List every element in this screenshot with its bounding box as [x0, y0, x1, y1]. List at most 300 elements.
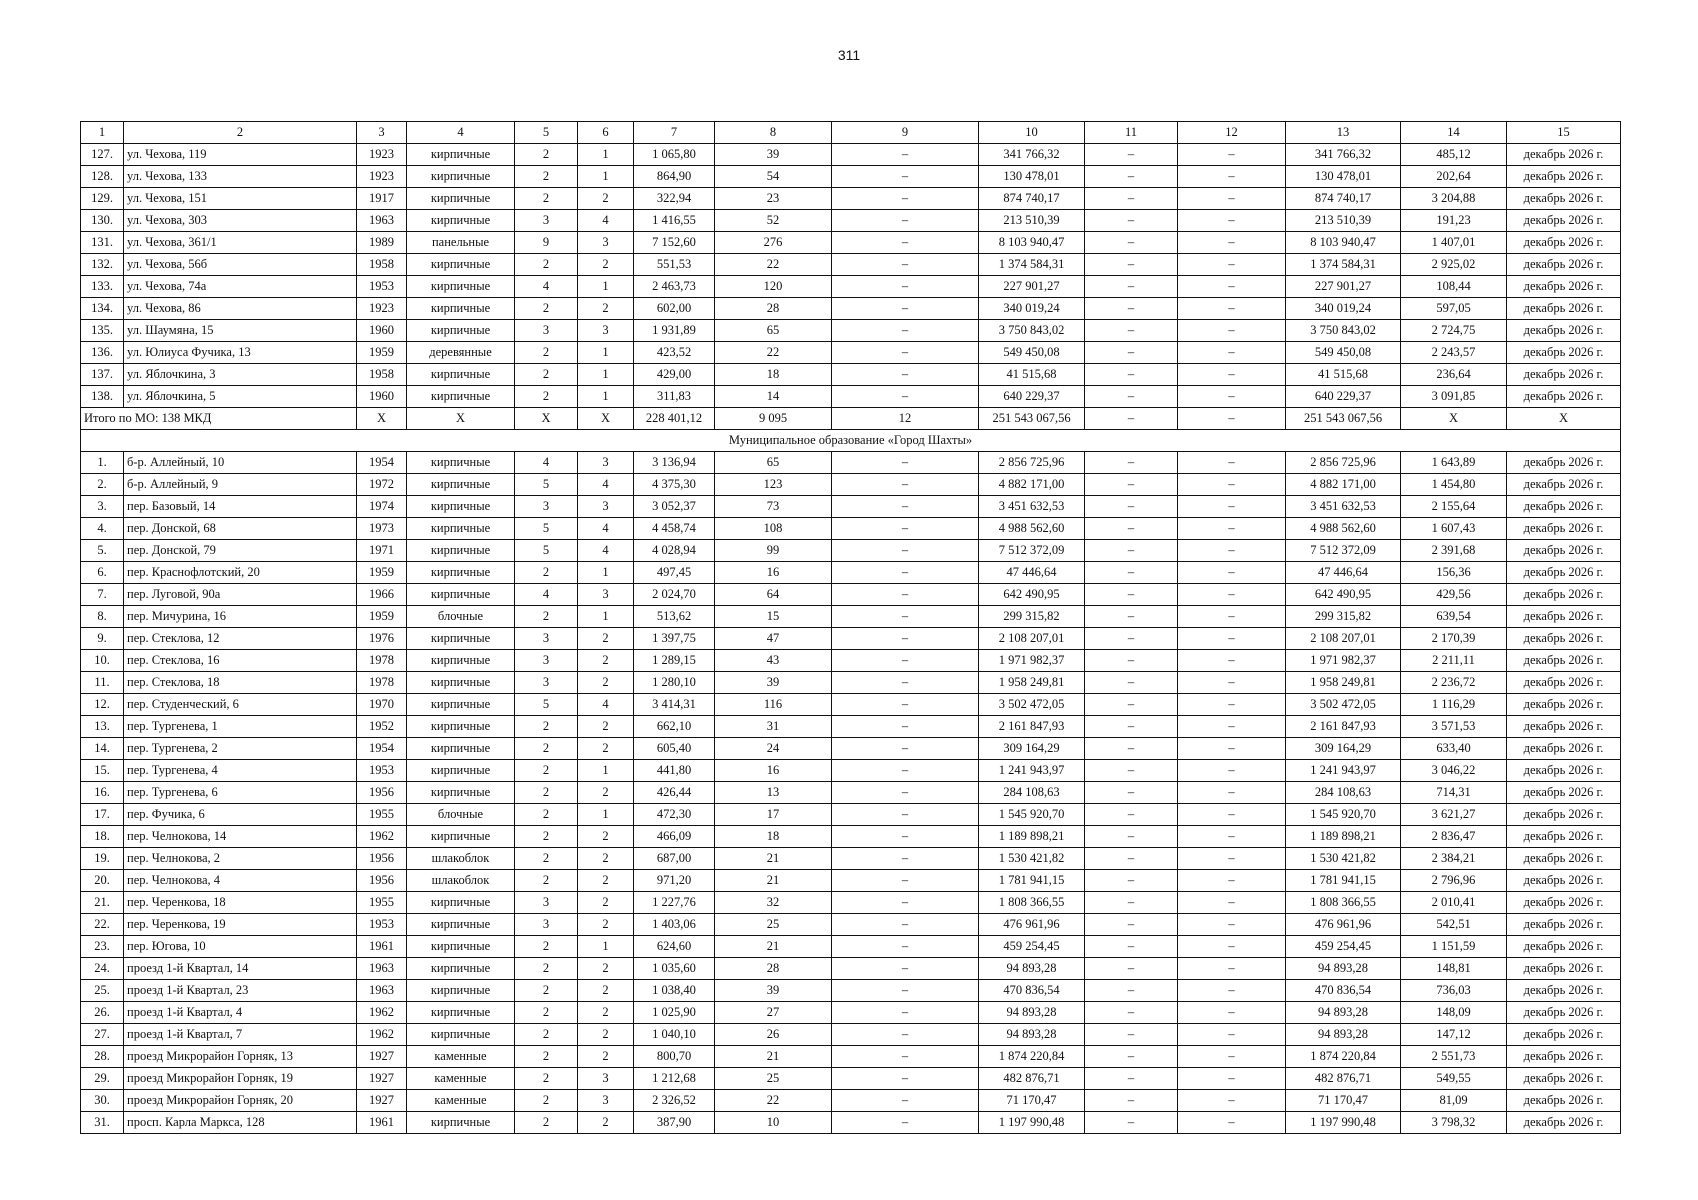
table-cell: 227 901,27	[1286, 276, 1401, 298]
address-cell: ул. Чехова, 133	[124, 166, 357, 188]
table-cell: –	[1085, 562, 1178, 584]
table-cell: 3	[578, 320, 634, 342]
row-number: 129.	[81, 188, 124, 210]
table-cell: –	[1178, 320, 1286, 342]
table-cell: 65	[715, 320, 832, 342]
table-cell: –	[1178, 144, 1286, 166]
column-number-header: 8	[715, 122, 832, 144]
table-cell: 47	[715, 628, 832, 650]
table-cell: 1 189 898,21	[979, 826, 1085, 848]
table-cell: 4 882 171,00	[1286, 474, 1401, 496]
table-cell: кирпичные	[407, 628, 515, 650]
table-cell: –	[1085, 1002, 1178, 1024]
table-cell: 2	[578, 1112, 634, 1134]
column-number-header: 12	[1178, 122, 1286, 144]
table-cell: декабрь 2026 г.	[1507, 1046, 1621, 1068]
table-cell: –	[832, 958, 979, 980]
table-cell: 148,81	[1401, 958, 1507, 980]
table-cell: 3 621,27	[1401, 804, 1507, 826]
table-cell: –	[1178, 342, 1286, 364]
row-number: 30.	[81, 1090, 124, 1112]
table-cell: кирпичные	[407, 144, 515, 166]
table-cell: декабрь 2026 г.	[1507, 936, 1621, 958]
table-cell: 2	[578, 254, 634, 276]
table-cell: 1	[578, 276, 634, 298]
table-cell: 1 227,76	[634, 892, 715, 914]
table-cell: 2 391,68	[1401, 540, 1507, 562]
table-cell: кирпичные	[407, 1112, 515, 1134]
table-cell: 71 170,47	[979, 1090, 1085, 1112]
table-cell: 1976	[357, 628, 407, 650]
table-cell: 2	[578, 188, 634, 210]
table-cell: декабрь 2026 г.	[1507, 650, 1621, 672]
table-cell: 2 551,73	[1401, 1046, 1507, 1068]
table-cell: 24	[715, 738, 832, 760]
table-cell: 116	[715, 694, 832, 716]
table-cell: 2 326,52	[634, 1090, 715, 1112]
table-cell: 2	[515, 1068, 578, 1090]
table-cell: панельные	[407, 232, 515, 254]
table-cell: 227 901,27	[979, 276, 1085, 298]
table-row	[81, 804, 1621, 826]
address-cell: пер. Тургенева, 2	[124, 738, 357, 760]
table-cell: 1978	[357, 650, 407, 672]
table-cell: 2 384,21	[1401, 848, 1507, 870]
table-cell: 8 103 940,47	[1286, 232, 1401, 254]
table-cell: кирпичные	[407, 914, 515, 936]
table-cell: 1962	[357, 826, 407, 848]
table-cell: 3	[578, 584, 634, 606]
row-number: 13.	[81, 716, 124, 738]
table-row	[81, 298, 1621, 320]
table-cell: 4 988 562,60	[1286, 518, 1401, 540]
table-cell: 3 451 632,53	[979, 496, 1085, 518]
table-row	[81, 540, 1621, 562]
table-cell: 4	[578, 474, 634, 496]
table-cell: декабрь 2026 г.	[1507, 540, 1621, 562]
table-cell: декабрь 2026 г.	[1507, 276, 1621, 298]
address-cell: ул. Чехова, 86	[124, 298, 357, 320]
table-cell: шлакоблок	[407, 870, 515, 892]
table-cell: 39	[715, 672, 832, 694]
table-cell: 800,70	[634, 1046, 715, 1068]
address-cell: ул. Юлиуса Фучика, 13	[124, 342, 357, 364]
table-cell: –	[1178, 892, 1286, 914]
table-cell: 1962	[357, 1002, 407, 1024]
table-cell: 2	[515, 342, 578, 364]
table-cell: 1 151,59	[1401, 936, 1507, 958]
table-cell: 497,45	[634, 562, 715, 584]
total-cell: 228 401,12	[634, 408, 715, 430]
table-cell: 2	[515, 848, 578, 870]
table-cell: кирпичные	[407, 1024, 515, 1046]
table-cell: 322,94	[634, 188, 715, 210]
row-number: 29.	[81, 1068, 124, 1090]
address-cell: ул. Яблочкина, 5	[124, 386, 357, 408]
row-number: 2.	[81, 474, 124, 496]
table-cell: 81,09	[1401, 1090, 1507, 1112]
table-cell: 1 116,29	[1401, 694, 1507, 716]
table-cell: 41 515,68	[979, 364, 1085, 386]
table-cell: 482 876,71	[1286, 1068, 1401, 1090]
table-cell: 4	[515, 452, 578, 474]
table-row	[81, 342, 1621, 364]
table-row	[81, 958, 1621, 980]
address-cell: проезд Микрорайон Горняк, 13	[124, 1046, 357, 1068]
table-cell: 1 189 898,21	[1286, 826, 1401, 848]
table-cell: 31	[715, 716, 832, 738]
table-row	[81, 584, 1621, 606]
table-cell: 3 798,32	[1401, 1112, 1507, 1134]
table-cell: 2	[515, 1002, 578, 1024]
table-cell: –	[832, 804, 979, 826]
table-cell: –	[1178, 760, 1286, 782]
table-cell: 1963	[357, 958, 407, 980]
table-cell: 123	[715, 474, 832, 496]
table-cell: 1 931,89	[634, 320, 715, 342]
table-cell: 130 478,01	[1286, 166, 1401, 188]
table-cell: кирпичные	[407, 738, 515, 760]
table-cell: 1 530 421,82	[1286, 848, 1401, 870]
table-cell: –	[1178, 870, 1286, 892]
table-cell: декабрь 2026 г.	[1507, 254, 1621, 276]
table-cell: –	[832, 1002, 979, 1024]
table-cell: 2	[515, 716, 578, 738]
table-cell: декабрь 2026 г.	[1507, 1068, 1621, 1090]
table-cell: 1955	[357, 892, 407, 914]
table-cell: 1966	[357, 584, 407, 606]
table-cell: 18	[715, 826, 832, 848]
address-cell: пер. Челнокова, 4	[124, 870, 357, 892]
table-cell: 2	[515, 782, 578, 804]
table-cell: 2	[515, 144, 578, 166]
table-cell: 466,09	[634, 826, 715, 848]
table-cell: 1952	[357, 716, 407, 738]
table-cell: 39	[715, 980, 832, 1002]
table-cell: 1 545 920,70	[1286, 804, 1401, 826]
table-cell: 47 446,64	[979, 562, 1085, 584]
table-cell: 1923	[357, 166, 407, 188]
table-cell: 459 254,45	[1286, 936, 1401, 958]
table-cell: 2 836,47	[1401, 826, 1507, 848]
table-cell: –	[832, 364, 979, 386]
table-cell: 470 836,54	[1286, 980, 1401, 1002]
table-cell: 4	[578, 694, 634, 716]
table-cell: 2 796,96	[1401, 870, 1507, 892]
row-number: 21.	[81, 892, 124, 914]
table-cell: 284 108,63	[1286, 782, 1401, 804]
table-row	[81, 232, 1621, 254]
table-cell: кирпичные	[407, 364, 515, 386]
table-cell: 43	[715, 650, 832, 672]
table-cell: декабрь 2026 г.	[1507, 804, 1621, 826]
table-cell: 2	[578, 716, 634, 738]
table-cell: кирпичные	[407, 892, 515, 914]
table-cell: –	[1085, 342, 1178, 364]
row-number: 132.	[81, 254, 124, 276]
table-cell: 662,10	[634, 716, 715, 738]
table-cell: 1956	[357, 870, 407, 892]
table-cell: –	[832, 496, 979, 518]
table-cell: 94 893,28	[1286, 1002, 1401, 1024]
table-cell: –	[1085, 1068, 1178, 1090]
table-cell: 1960	[357, 386, 407, 408]
table-cell: 94 893,28	[1286, 1024, 1401, 1046]
row-number: 31.	[81, 1112, 124, 1134]
row-number: 25.	[81, 980, 124, 1002]
table-cell: 2	[578, 980, 634, 1002]
table-cell: кирпичные	[407, 694, 515, 716]
table-cell: –	[1178, 980, 1286, 1002]
table-row	[81, 452, 1621, 474]
table-cell: 1	[578, 804, 634, 826]
table-cell: –	[1085, 760, 1178, 782]
address-cell: пер. Югова, 10	[124, 936, 357, 958]
row-number: 130.	[81, 210, 124, 232]
address-cell: б-р. Аллейный, 10	[124, 452, 357, 474]
table-cell: каменные	[407, 1090, 515, 1112]
table-cell: 1 397,75	[634, 628, 715, 650]
table-cell: 299 315,82	[1286, 606, 1401, 628]
total-cell: X	[1507, 408, 1621, 430]
table-cell: декабрь 2026 г.	[1507, 848, 1621, 870]
table-cell: –	[832, 254, 979, 276]
table-cell: –	[1085, 1090, 1178, 1112]
table-cell: декабрь 2026 г.	[1507, 782, 1621, 804]
table-cell: декабрь 2026 г.	[1507, 364, 1621, 386]
table-cell: 2	[515, 804, 578, 826]
table-cell: 429,00	[634, 364, 715, 386]
address-cell: пер. Тургенева, 4	[124, 760, 357, 782]
table-cell: 624,60	[634, 936, 715, 958]
table-cell: 1973	[357, 518, 407, 540]
table-row	[81, 980, 1621, 1002]
table-cell: декабрь 2026 г.	[1507, 584, 1621, 606]
table-cell: 94 893,28	[979, 1002, 1085, 1024]
address-cell: пер. Стеклова, 16	[124, 650, 357, 672]
table-cell: декабрь 2026 г.	[1507, 342, 1621, 364]
table-cell: –	[1085, 518, 1178, 540]
table-cell: 2	[578, 848, 634, 870]
table-cell: 4	[578, 540, 634, 562]
table-cell: 1959	[357, 342, 407, 364]
table-row	[81, 210, 1621, 232]
table-cell: 1927	[357, 1046, 407, 1068]
table-cell: –	[1085, 540, 1178, 562]
table-cell: 1 808 366,55	[979, 892, 1085, 914]
table-cell: 2 724,75	[1401, 320, 1507, 342]
table-cell: кирпичные	[407, 188, 515, 210]
table-cell: –	[1178, 386, 1286, 408]
table-cell: блочные	[407, 606, 515, 628]
table-cell: 4 458,74	[634, 518, 715, 540]
table-cell: кирпичные	[407, 782, 515, 804]
table-cell: 2	[578, 914, 634, 936]
table-cell: 22	[715, 342, 832, 364]
table-cell: 5	[515, 694, 578, 716]
row-number: 24.	[81, 958, 124, 980]
table-cell: декабрь 2026 г.	[1507, 628, 1621, 650]
table-row	[81, 1046, 1621, 1068]
table-cell: –	[1178, 694, 1286, 716]
table-cell: кирпичные	[407, 584, 515, 606]
table-cell: –	[832, 584, 979, 606]
table-cell: 3 451 632,53	[1286, 496, 1401, 518]
table-cell: –	[832, 1090, 979, 1112]
table-cell: 341 766,32	[979, 144, 1085, 166]
table-body	[81, 122, 1621, 1134]
table-cell: –	[1178, 518, 1286, 540]
table-cell: –	[1178, 166, 1286, 188]
section-row	[81, 430, 1621, 452]
table-cell: 4 882 171,00	[979, 474, 1085, 496]
table-cell: –	[1085, 804, 1178, 826]
row-number: 7.	[81, 584, 124, 606]
table-cell: 3	[515, 650, 578, 672]
table-cell: –	[1178, 1068, 1286, 1090]
table-cell: 1	[578, 606, 634, 628]
total-cell: 12	[832, 408, 979, 430]
row-number: 127.	[81, 144, 124, 166]
table-cell: 2	[515, 188, 578, 210]
table-cell: 2	[515, 1046, 578, 1068]
table-cell: –	[1085, 1112, 1178, 1134]
table-cell: 120	[715, 276, 832, 298]
table-cell: –	[1085, 276, 1178, 298]
table-cell: –	[1178, 738, 1286, 760]
table-cell: 1971	[357, 540, 407, 562]
table-cell: 2	[515, 606, 578, 628]
table-cell: 1972	[357, 474, 407, 496]
table-cell: –	[1178, 672, 1286, 694]
table-cell: –	[832, 826, 979, 848]
table-cell: –	[1178, 848, 1286, 870]
table-cell: 2	[515, 254, 578, 276]
row-number: 133.	[81, 276, 124, 298]
table-cell: –	[1178, 210, 1286, 232]
section-title: Муниципальное образование «Город Шахты»	[81, 430, 1621, 452]
table-cell: 387,90	[634, 1112, 715, 1134]
table-cell: 1 197 990,48	[1286, 1112, 1401, 1134]
table-cell: 1 197 990,48	[979, 1112, 1085, 1134]
row-number: 20.	[81, 870, 124, 892]
table-cell: 21	[715, 1046, 832, 1068]
row-number: 8.	[81, 606, 124, 628]
table-cell: 3	[515, 672, 578, 694]
table-cell: 2	[578, 738, 634, 760]
table-cell: –	[1178, 958, 1286, 980]
table-cell: –	[1085, 694, 1178, 716]
table-cell: кирпичные	[407, 562, 515, 584]
table-cell: 1963	[357, 980, 407, 1002]
table-cell: 3	[515, 914, 578, 936]
table-cell: 148,09	[1401, 1002, 1507, 1024]
table-cell: 2	[515, 870, 578, 892]
table-cell: 3 750 843,02	[1286, 320, 1401, 342]
table-cell: 482 876,71	[979, 1068, 1085, 1090]
table-cell: –	[1085, 1024, 1178, 1046]
table-cell: 23	[715, 188, 832, 210]
table-cell: 633,40	[1401, 738, 1507, 760]
table-cell: –	[832, 936, 979, 958]
table-cell: –	[1085, 584, 1178, 606]
table-row	[81, 1002, 1621, 1024]
column-number-header: 5	[515, 122, 578, 144]
table-cell: 714,31	[1401, 782, 1507, 804]
table-row	[81, 166, 1621, 188]
table-cell: декабрь 2026 г.	[1507, 716, 1621, 738]
table-cell: декабрь 2026 г.	[1507, 958, 1621, 980]
table-cell: 5	[515, 474, 578, 496]
table-cell: 2	[578, 1024, 634, 1046]
row-number: 138.	[81, 386, 124, 408]
table-cell: 2	[515, 760, 578, 782]
table-cell: 1	[578, 342, 634, 364]
table-row	[81, 386, 1621, 408]
table-cell: 1 280,10	[634, 672, 715, 694]
table-cell: кирпичные	[407, 518, 515, 540]
table-cell: –	[832, 276, 979, 298]
table-cell: 1923	[357, 298, 407, 320]
table-cell: 1954	[357, 738, 407, 760]
address-cell: пер. Луговой, 90а	[124, 584, 357, 606]
table-cell: 202,64	[1401, 166, 1507, 188]
table-cell: 3	[578, 1090, 634, 1112]
table-cell: 21	[715, 848, 832, 870]
page-number: 311	[837, 47, 861, 63]
table-cell: 7 152,60	[634, 232, 715, 254]
table-cell: –	[832, 386, 979, 408]
table-cell: –	[1178, 188, 1286, 210]
total-cell: –	[1178, 408, 1286, 430]
total-cell: 251 543 067,56	[1286, 408, 1401, 430]
table-cell: 1 971 982,37	[979, 650, 1085, 672]
table-cell: декабрь 2026 г.	[1507, 914, 1621, 936]
table-cell: 1959	[357, 606, 407, 628]
table-cell: –	[1085, 254, 1178, 276]
table-cell: кирпичные	[407, 540, 515, 562]
table-cell: –	[832, 320, 979, 342]
table-cell: кирпичные	[407, 166, 515, 188]
address-cell: пер. Стеклова, 12	[124, 628, 357, 650]
table-cell: 9	[515, 232, 578, 254]
table-cell: кирпичные	[407, 760, 515, 782]
row-number: 27.	[81, 1024, 124, 1046]
table-cell: 1974	[357, 496, 407, 518]
table-cell: 2 108 207,01	[1286, 628, 1401, 650]
table-cell: 1953	[357, 760, 407, 782]
row-number: 136.	[81, 342, 124, 364]
table-cell: –	[832, 650, 979, 672]
table-cell: –	[1178, 826, 1286, 848]
row-number: 17.	[81, 804, 124, 826]
table-cell: 2 211,11	[1401, 650, 1507, 672]
table-cell: –	[1178, 782, 1286, 804]
table-cell: 423,52	[634, 342, 715, 364]
table-row	[81, 320, 1621, 342]
column-number-header: 9	[832, 122, 979, 144]
table-cell: 10	[715, 1112, 832, 1134]
table-cell: 7 512 372,09	[979, 540, 1085, 562]
table-cell: 3	[578, 496, 634, 518]
address-cell: пер. Челнокова, 14	[124, 826, 357, 848]
table-row	[81, 276, 1621, 298]
table-cell: 94 893,28	[979, 1024, 1085, 1046]
table-cell: 513,62	[634, 606, 715, 628]
table-cell: –	[1085, 870, 1178, 892]
table-cell: –	[832, 606, 979, 628]
table-cell: 3 502 472,05	[1286, 694, 1401, 716]
